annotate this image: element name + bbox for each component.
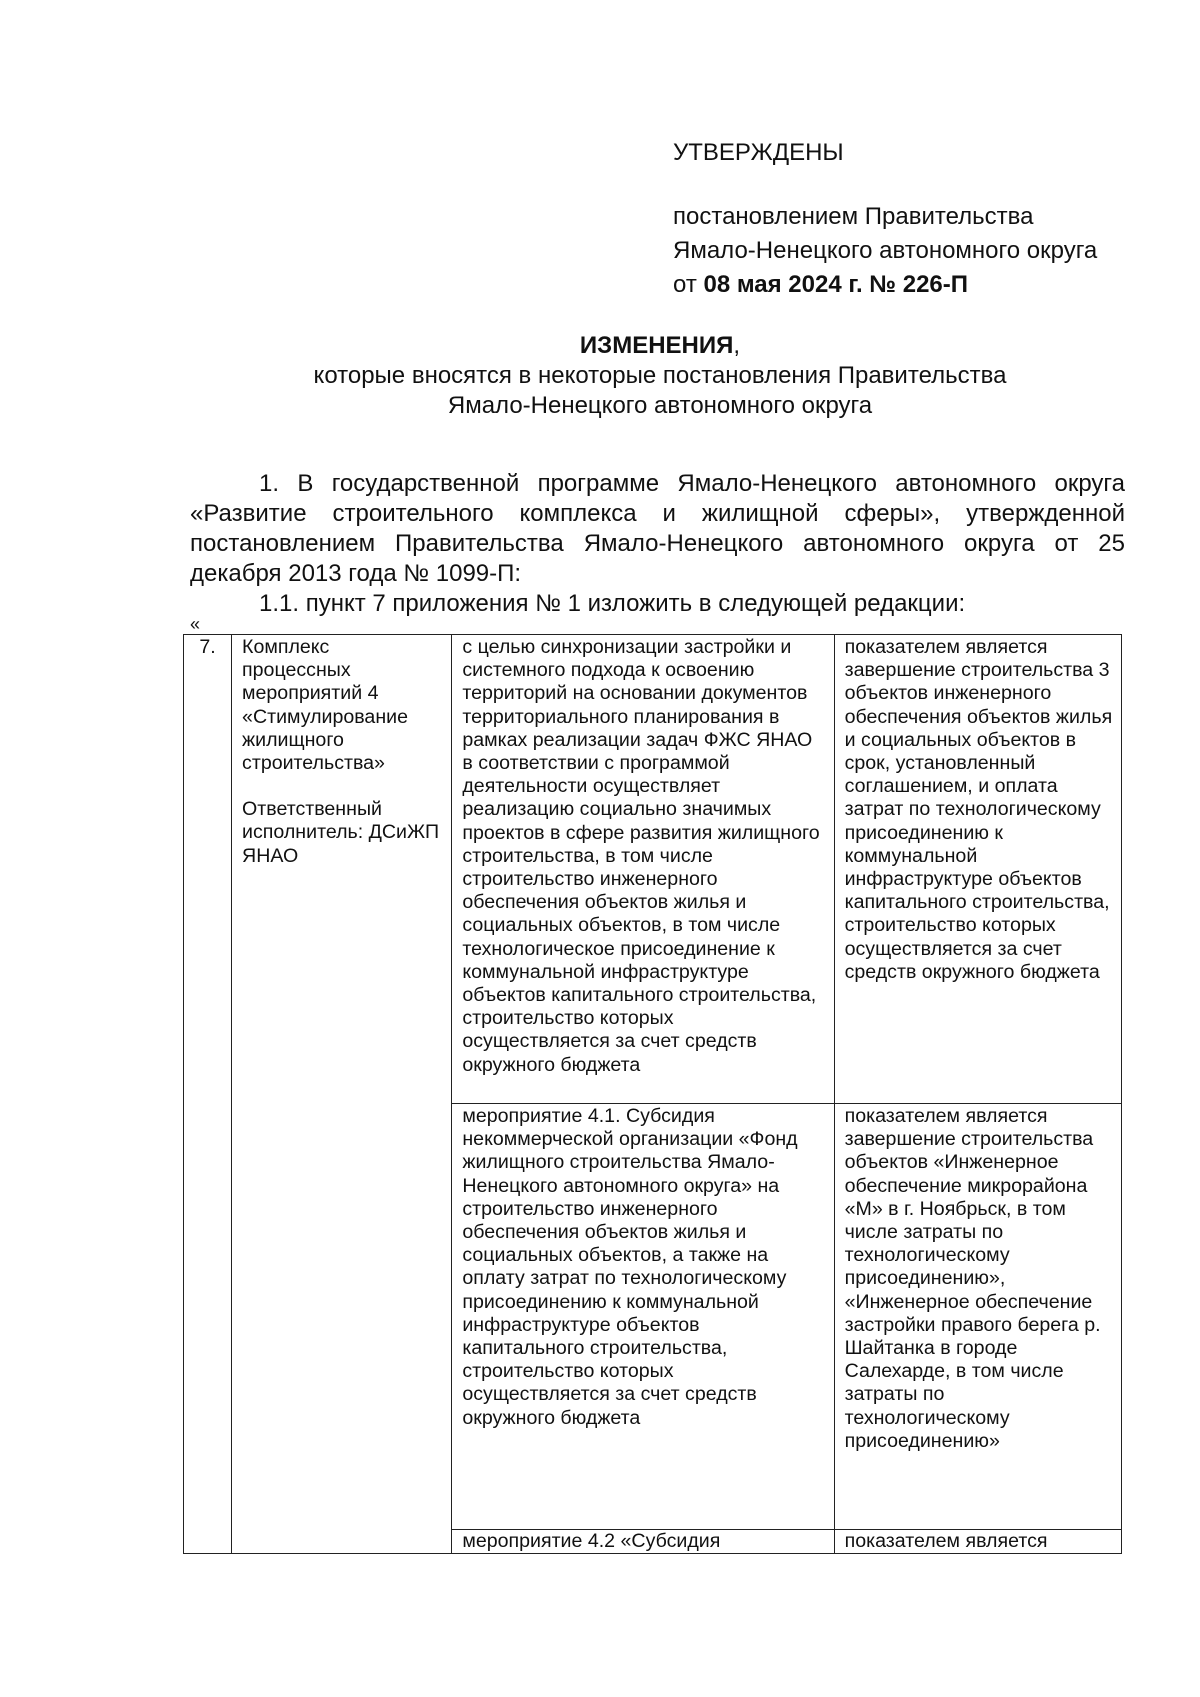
opening-quote-mark: « bbox=[190, 614, 201, 634]
approval-title: УТВЕРЖДЕНЫ bbox=[673, 139, 844, 166]
paragraph-1: 1. В государственной программе Ямало-Ненецкого автономного округа «Развитие строительного комплекса и жилищной сферы», утвержденной постановлением Правительства Ямало-Ненецкого автономного округа от 25 декабря 2013 года № 1099-П: bbox=[190, 470, 1125, 587]
heading-title-line bbox=[190, 331, 1130, 361]
heading-line-2: Ямало-Ненецкого автономного округа bbox=[447, 392, 873, 419]
indicator-cell: показателем является завершение строительства объектов «Инженерное обеспечение микрорайона «М» в г. Ноябрьск, в том числе затраты по технологическому присоединению», «Инженерное обеспечение застройки правого берега р. Шайтанка в городе Салехарде, в том числе затраты по технологическому присоединению» bbox=[834, 1104, 1121, 1530]
heading-title: ИЗМЕНЕНИЯ bbox=[579, 332, 734, 359]
description-cell: мероприятие 4.2 «Субсидия bbox=[452, 1530, 834, 1554]
approval-prefix: от bbox=[673, 271, 704, 298]
approval-block bbox=[673, 136, 1153, 302]
responsible-executor: Ответственный исполнитель: ДСиЖП ЯНАО bbox=[242, 798, 440, 867]
complex-cell bbox=[232, 635, 452, 1554]
approval-line-2: Ямало-Ненецкого автономного округа bbox=[673, 237, 1098, 264]
description-cell: с целью синхронизации застройки и системного подхода к освоению территорий на основании документов территориального планирования в рамках реализации задач ФЖС ЯНАО в соответствии с программой деятельности осуществляет реализацию социально значимых проектов в сфере развития жилищного строительства, в том числе строительство инженерного обеспечения объектов жилья и социальных объектов, в том числе технологическое присоединение к коммунальной инфраструктуре объектов капитального строительства, строительство которых осуществляется за счет средств окружного бюджета bbox=[452, 635, 834, 1104]
indicator-cell: показателем является завершение строительства 3 объектов инженерного обеспечения объектов жилья и социальных объектов в срок, установленный соглашением, и оплата затрат по технологическому присоединению к коммунальной инфраструктуре объектов капитального строительства, строительство которых осуществляется за счет средств окружного бюджета bbox=[834, 635, 1121, 1104]
indicator-cell: показателем является bbox=[834, 1530, 1121, 1554]
description-cell: мероприятие 4.1. Субсидия некоммерческой организации «Фонд жилищного строительства Ямало-Ненецкого автономного округа» на строительство инженерного обеспечения объектов жилья и социальных объектов, а также на оплату затрат по технологическому присоединению к коммунальной инфраструктуре объектов капитального строительства, строительство которых осуществляется за счет средств окружного бюджета bbox=[452, 1104, 834, 1530]
heading-line-1: которые вносятся в некоторые постановления Правительства bbox=[313, 362, 1007, 389]
row-number-cell: 7. bbox=[184, 635, 232, 1554]
approval-date-line bbox=[673, 268, 1153, 302]
document-heading bbox=[190, 331, 1130, 421]
paragraph-2: 1.1. пункт 7 приложения № 1 изложить в следующей редакции: bbox=[259, 590, 966, 617]
complex-name: Комплекс процессных мероприятий 4 «Стимулирование жилищного строительства» bbox=[242, 636, 408, 775]
table-row bbox=[184, 635, 1122, 1104]
heading-title-suffix: , bbox=[733, 332, 741, 359]
program-table bbox=[183, 634, 1122, 1554]
approval-date-number: 08 мая 2024 г. № 226-П bbox=[703, 271, 968, 298]
document-body bbox=[190, 469, 1125, 619]
approval-line-1: постановлением Правительства bbox=[673, 203, 1034, 230]
